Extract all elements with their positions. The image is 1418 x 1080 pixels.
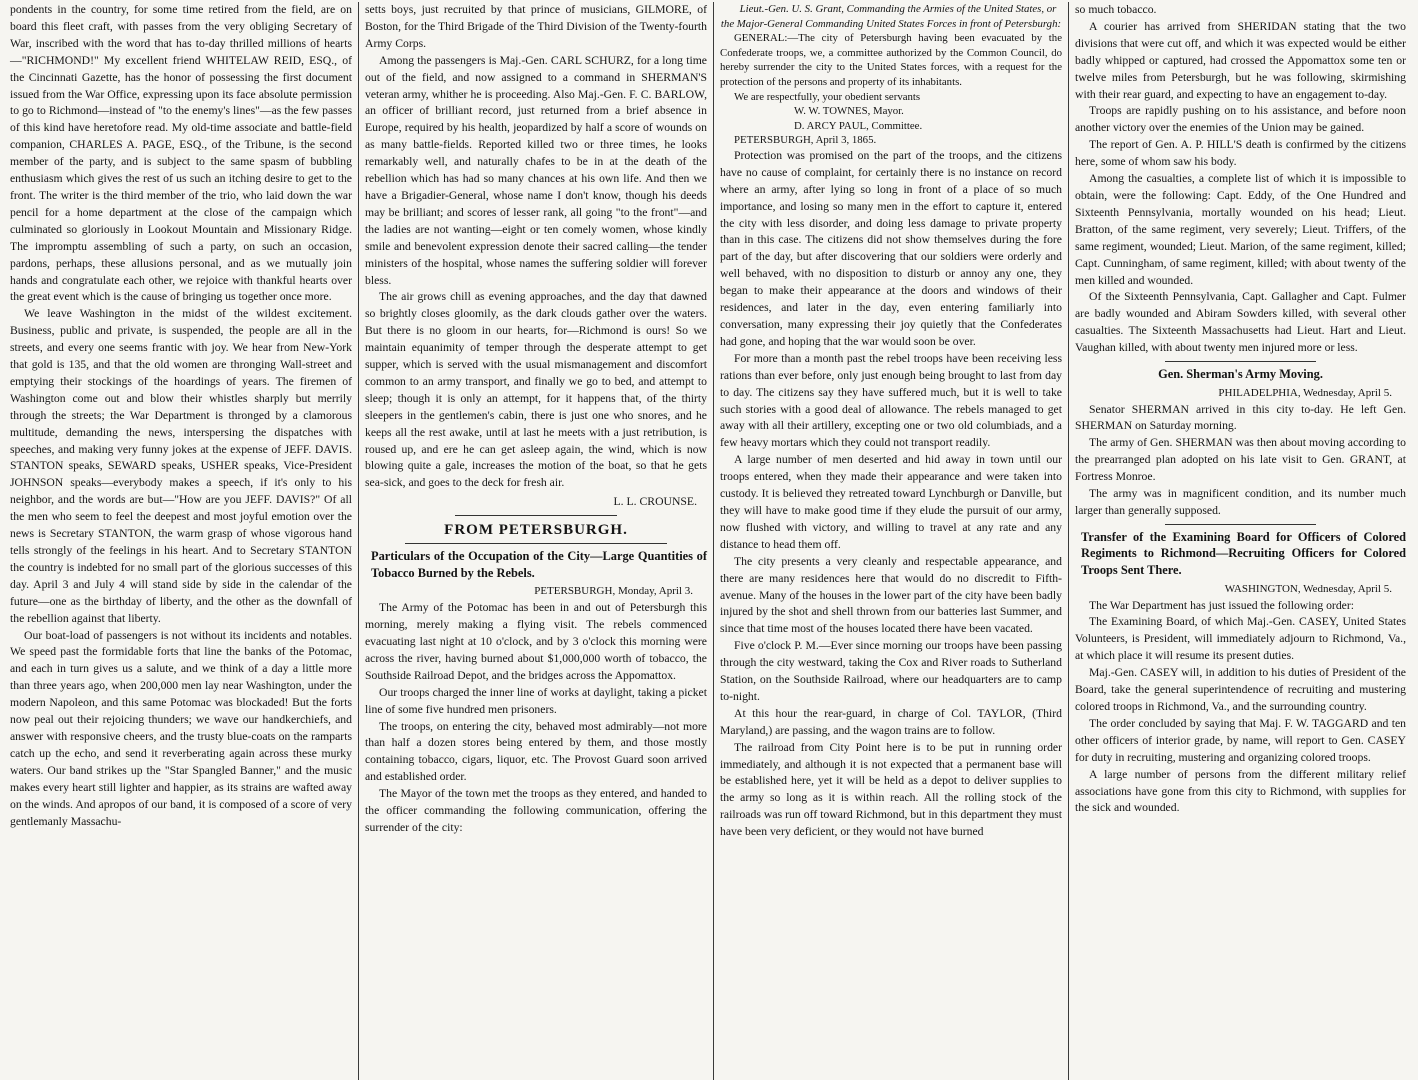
article-heading: Transfer of the Examining Board for Officers of Colored Regiments to Richmond—Recruiting Officers for Colored Troops Sent There. bbox=[1081, 529, 1406, 578]
column-4 bbox=[1069, 2, 1412, 1080]
signature: L. L. CROUNSE. bbox=[613, 495, 697, 509]
paragraph: A courier has arrived from SHERIDAN stating that the two divisions that were cut off, and which it was expected would be either badly whipped or captured, had crossed the Appomattox some ten or twelve miles from Petersburgh, but he was following, skirmishing with their rear guard, and expecting to have an engagement to-day. bbox=[1075, 19, 1406, 101]
divider bbox=[455, 515, 617, 516]
paragraph: Our troops charged the inner line of works at daylight, taking a picket line of some five hundred men prisoners. bbox=[365, 685, 707, 716]
column-2 bbox=[359, 2, 714, 1080]
column-1 bbox=[4, 2, 359, 1080]
paragraph: The Mayor of the town met the troops as they entered, and handed to the officer commanding the following communication, offering the surrender of the city: bbox=[365, 787, 707, 834]
dateline: PETERSBURGH, April 3, 1865. bbox=[734, 134, 877, 147]
paragraph: The Army of the Potomac has been in and out of Petersburgh this morning, merely making a flying visit. The rebels commenced evacuating last night at 10 o'clock, and by 3 o'clock this morning were across the river, having burned about $1,000,000 worth of tobacco, the Southside Railroad Depot, and the bridges across the Appomattox. bbox=[365, 601, 707, 682]
dateline: WASHINGTON, Wednesday, April 5. bbox=[1224, 582, 1392, 595]
letter-signer: D. ARCY PAUL, Committee. bbox=[794, 119, 923, 132]
paragraph: Senator SHERMAN arrived in this city to-day. He left Gen. SHERMAN on Saturday morning. bbox=[1075, 402, 1406, 433]
letter-body: GENERAL:—The city of Petersburgh having been evacuated by the Confederate troops, we, a committee authorized by the Common Council, do hereby surrender the city to the United States forces, with a request for the protection of the persons and property of its inhabitants. bbox=[720, 32, 1062, 88]
dateline: PETERSBURGH, Monday, April 3. bbox=[534, 585, 693, 598]
letter-address: Lieut.-Gen. U. S. Grant, Commanding the Armies of the United States, or the Major-General Commanding United States Forces in front of Petersburgh: bbox=[720, 3, 1062, 30]
divider bbox=[1165, 524, 1316, 525]
paragraph: Of the Sixteenth Pennsylvania, Capt. Gallagher and Capt. Fulmer are badly wounded and Abiram Sowders killed, with several other casualties. The Sixteenth Massachusetts had Lieut. Hart and Lieut. Vaughan killed, with about twenty men injured more or less. bbox=[1075, 290, 1406, 355]
article-heading: FROM PETERSBURGH. bbox=[444, 522, 628, 539]
paragraph: At this hour the rear-guard, in charge of Col. TAYLOR, (Third Maryland,) are passing, and the wagon trains are to follow. bbox=[720, 706, 1062, 737]
paragraph: The army of Gen. SHERMAN was then about moving according to the prearranged plan adopted on his late visit to Gen. GRANT, at Fortress Monroe. bbox=[1075, 436, 1406, 484]
column-3 bbox=[714, 2, 1069, 1080]
paragraph: The troops, on entering the city, behaved most admirably—not more than half a dozen stores being entered by them, and those mostly containing tobacco, cigars, liquor, etc. The Provost Guard soon arrived and established order. bbox=[365, 719, 707, 784]
paragraph: setts boys, just recruited by that prince of musicians, GILMORE, of Boston, for the Third Brigade of the Third Division of the Twenty-fourth Army Corps. bbox=[365, 3, 707, 50]
letter-closing: We are respectfully, your obedient servants bbox=[734, 90, 921, 103]
paragraph: The air grows chill as evening approaches, and the day that dawned so brightly closes gloomily, as the dark clouds gather over the waters. But there is no gloom in our hearts, for—Richmond is ours! So we maintain equanimity of temper through the desperate attempt to get supper, which is served with the usual mismanagement and discomfort common to an army transport, and finally we go to bed, and attempt to sleep; though it is only an attempt, for it happens that, of the thirty sleepers in the gentlemen's cabin, there is just one who snores, and he keeps all the rest awake, until at last he meets with a just retribution, is roused up, and ere he can get asleep again, the wind, which is now blowing quite a gale, increases the motion of the boat, so that he gets sea-sick, and goes to the deck for fresh air. bbox=[365, 290, 707, 490]
paragraph: Maj.-Gen. CASEY will, in addition to his duties of President of the Board, take the general superintendence of recruiting and mustering colored troops in Richmond, Va., and the surrounding country. bbox=[1075, 666, 1406, 713]
paragraph: so much tobacco. bbox=[1075, 3, 1157, 16]
paragraph: A large number of persons from the different military relief associations have gone from this city to Richmond, with supplies for the sick and wounded. bbox=[1075, 767, 1406, 815]
paragraph: The city presents a very cleanly and respectable appearance, and there are many residences here that would do no discredit to Fifth-avenue. Many of the houses in the lower part of the city have been badly injured by the shot and shell thrown from our batteries last Summer, and since that time most of the houses located there have been vacated. bbox=[720, 554, 1062, 636]
paragraph: pondents in the country, for some time retired from the field, are on board this fleet craft, with passes from the very obliging Secretary of War, inscribed with the word that has to-day thrilled millions of hearts—"RICHMOND!" My excellent friend WHITELAW REID, ESQ., of the Cincinnati Gazette, has the honor of possessing the first document issued from the War Office, expressing upon its face absolute permission to go to Richmond—instead of "to the enemy's lines"—as the few passes of this kind have heretofore read. My old-time associate and battle-field companion, CHARLES A. PAGE, ESQ., of the Tribune, is the second member of the party, and is subject to the same spasm of bubbling enthusiasm which gives the rest of us such an itching desire to get to the front. The writer is the third member of the trio, who laid down the war pencil for a home department at the close of the campaign which culminated so gloriously in Lookout Mountain and Missionary Ridge. The impromptu assembling of such a party, on such an occasion, pardons, perhaps, these allusions personal, and as we mutually join hands and congratulate each other, we rejoice with thankful hearts over the great event which is the cause of bringing us together once more. bbox=[10, 3, 352, 304]
paragraph: The Examining Board, of which Maj.-Gen. CASEY, United States Volunteers, is President, will immediately adjourn to Richmond, Va., at which place it will resume its present duties. bbox=[1075, 615, 1406, 663]
paragraph: Among the passengers is Maj.-Gen. CARL SCHURZ, for a long time out of the field, and now assigned to a command in SHERMAN'S veteran army, whither he is proceeding. Also Maj.-Gen. F. C. BARLOW, an officer of brilliant record, just returned from a brief absence in Europe, required by his health, jeopardized by half a score of wounds on as many battle-fields. Reported killed two or three times, he looks remarkably well, and naturally chafes to be in at the death of the rebellion which has had so many chances at his own life. And then we have a Brigadier-General, whose name I don't know, though his deeds may be brilliant; and scores of lesser rank, all going "to the front"—and the ladies are not wanting—eight or ten comely women, whose kindly smile and benevolent expression denote their sacred calling—the tender ministers of the hospital, whose names the suffering soldier will forever bless. bbox=[365, 53, 707, 287]
paragraph: For more than a month past the rebel troops have been receiving less rations than ever before, only just enough being brought to last from day to day. The citizens say they have suffered much, but it is well to take such stories with a good deal of allowance. The rebels managed to get away with all their artillery, excepting one or two old columbiads, and a few heavy mortars which they could not transport readily. bbox=[720, 351, 1062, 450]
paragraph: A large number of men deserted and hid away in town until our troops entered, when they made their appearance and were taken into custody. It is believed they retreated toward Lynchburgh or Danville, but they will have to make good time if they elude the pursuit of our army, now flushed with victory, and willing to travel at any rate and any distance to head them off. bbox=[720, 453, 1062, 551]
paragraph: The order concluded by saying that Maj. F. W. TAGGARD and ten other officers of interior grade, by name, will report to Gen. CASEY for duty in recruiting, mustering and organizing colored troops. bbox=[1075, 716, 1406, 764]
divider bbox=[405, 543, 667, 544]
paragraph: Among the casualties, a complete list of which it is impossible to obtain, were the following: Capt. Eddy, of the One Hundred and Sixteenth Pennsylvania, mortally wounded on his head; Lieut. Bratton, of the same regiment, very severely; Lieut. Triffers, of the same regiment, wounded; Lieut. Marion, of the same regiment, killed; Capt. Cunningham, of same regiment, killed; with about twenty of the men killed and wounded. bbox=[1075, 172, 1406, 287]
article-heading: Gen. Sherman's Army Moving. bbox=[1158, 367, 1323, 382]
paragraph: Five o'clock P. M.—Ever since morning our troops have been passing through the city westward, taking the Cox and River roads to Sutherland Station, on the Southside Railroad, where our headquarters are to camp to-night. bbox=[720, 639, 1062, 703]
paragraph: The army was in magnificent condition, and its number much larger than generally supposed. bbox=[1075, 487, 1406, 517]
paragraph: The report of Gen. A. P. HILL'S death is confirmed by the citizens here, some of whom saw his body. bbox=[1075, 138, 1406, 169]
divider bbox=[1165, 361, 1316, 362]
dateline: PHILADELPHIA, Wednesday, April 5. bbox=[1218, 386, 1392, 399]
letter-signer: W. W. TOWNES, Mayor. bbox=[794, 105, 904, 118]
paragraph: The railroad from City Point here is to be put in running order immediately, and although it is not expected that a permanent base will be established here, yet it will be held as a depot to deliver supplies to the army so long as it is within reach. All the rolling stock of the railroads was run off toward Richmond, but in this department they must have been very deficient, or they would not have burned bbox=[720, 740, 1062, 839]
paragraph: We leave Washington in the midst of the wildest excitement. Business, public and private, is suspended, the people are all in the streets, and every one seems frantic with joy. We hear from New-York that gold is 135, and that the old women are thronging Wall-street and emptying their stockings of the hoardings of years. The firemen of Washington come out and blow their whistles sharply but merrily through the streets; the War Department is thronged by a clamorous multitude, demanding the news, interspersing the dispatches with speeches, and making very funny jokes at the expense of JEFF. DAVIS. STANTON speaks, SEWARD speaks, USHER speaks, Vice-President JOHNSON speaks—everybody makes a speech, if it's only to his neighbor, and the words are but—"How are you JEFF. DAVIS?" Of all the men who seem to feel the deepest and most joyful emotion over the news is Secretary STANTON, the warm grasp of whose vigorous hand tells strongly of the feelings in his heart. And to Secretary STANTON the country is indebted for no small part of the glorious successes of this day. April 3 and July 4 will stand side by side in the calendar of the future—one as the birthday of liberty, and the other as the downfall of the rebellion against that liberty. bbox=[10, 307, 352, 625]
paragraph: Protection was promised on the part of the troops, and the citizens have no cause of complaint, for certainly there is no instance on record where an army, after lying so long in front of a place of so much importance, and losing so many men in the effort to capture it, entered the city with less disorder, and doing less damage to private property than in this case. The citizens did not show themselves during the fore part of the day, but after discovering that our soldiers were orderly and well behaved, with no disposition to disturb or annoy any one, they began to make their appearance at the doors and windows of their residences, and later in the day, even entering familiarly into conversation, many expressing their joy quietly that the Confederates had gone, and hoping that the war would soon be over. bbox=[720, 148, 1062, 348]
paragraph: The War Department has just issued the following order: bbox=[1089, 598, 1354, 612]
paragraph: Troops are rapidly pushing on to his assistance, and before noon another victory over the enemies of the Union may be gained. bbox=[1075, 104, 1406, 135]
paragraph: Our boat-load of passengers is not without its incidents and notables. We speed past the formidable forts that line the banks of the Potomac, and each in turn gives us a salute, and we think of a day a little more than three years ago, when 200,000 men lay near Washington, under the modern Napoleon, and this same Potomac was blockaded! But the forts now peal out their rejoicing thunders; we wave our handkerchiefs, and answer with responsive cheers, and the trusty blue-coats on the ramparts catch up the echo, and send it reverberating again across these murky waters. Our band strikes up the "Star Spangled Banner," and the music makes every heart still lighter and happier, as its strains are wafted away on the winds. And apropos of our band, it is composed of a score of very gentlemanly Massachu- bbox=[10, 628, 352, 828]
article-subheading: Particulars of the Occupation of the City—Large Quantities of Tobacco Burned by the Rebels. bbox=[371, 549, 707, 580]
